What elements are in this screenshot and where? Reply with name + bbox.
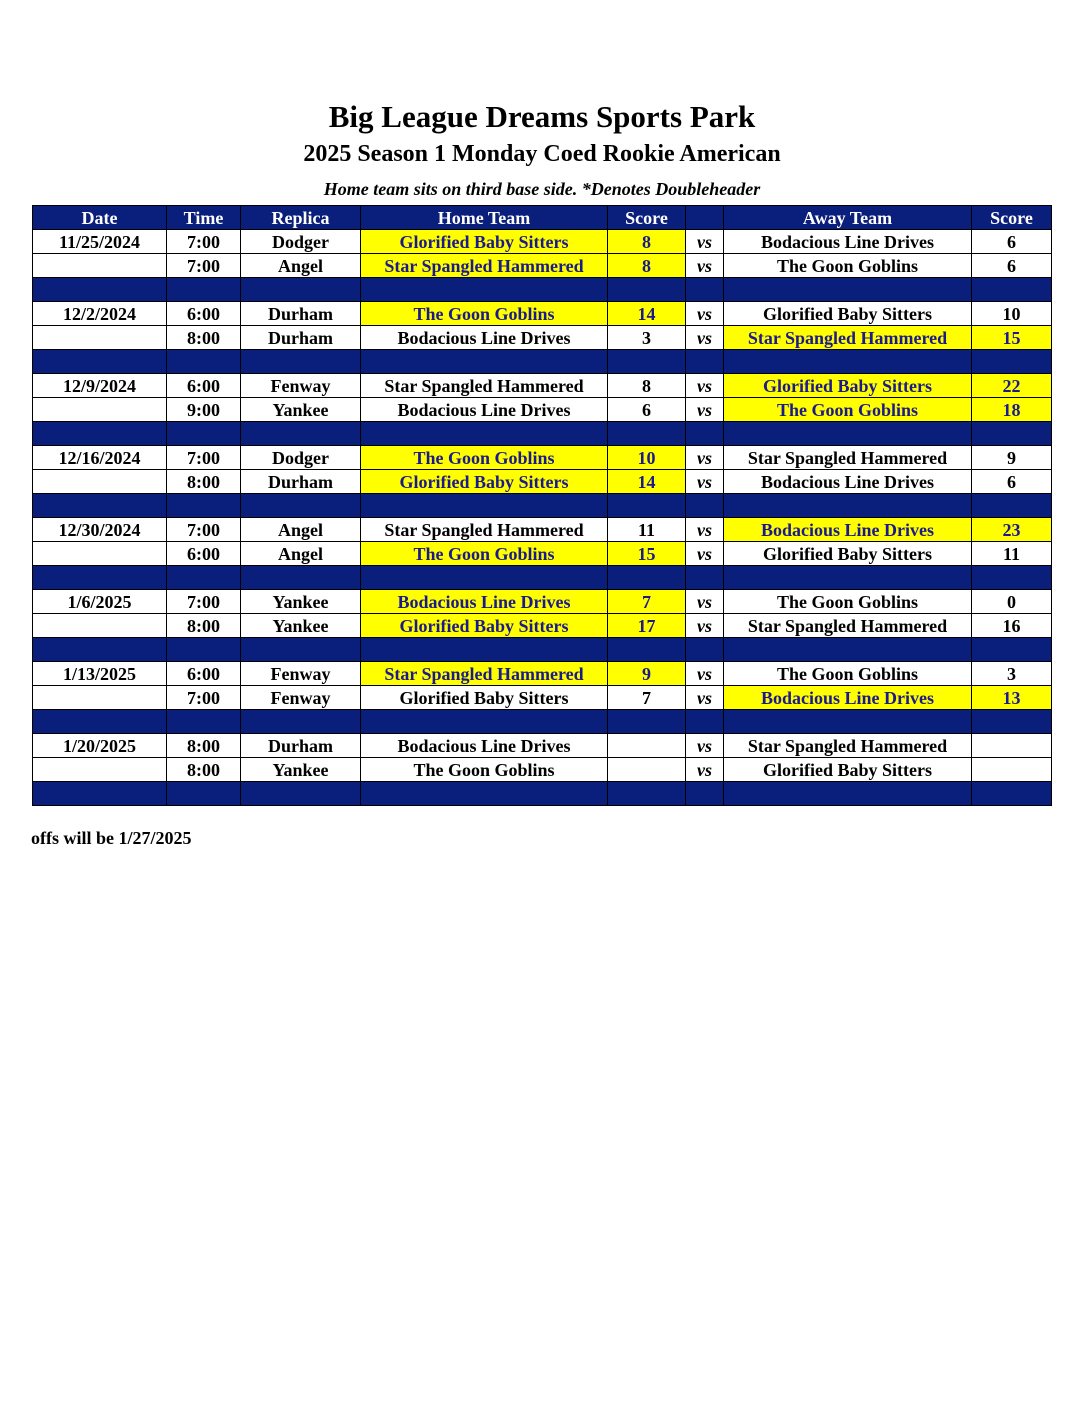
replica-cell: Fenway (241, 686, 361, 710)
date-cell (33, 686, 167, 710)
away-team-cell: Star Spangled Hammered (724, 734, 972, 758)
away-team-cell: Star Spangled Hammered (724, 614, 972, 638)
separator-cell (972, 566, 1052, 590)
home-team-cell: Glorified Baby Sitters (361, 470, 608, 494)
replica-cell: Yankee (241, 398, 361, 422)
home-team-cell: Bodacious Line Drives (361, 590, 608, 614)
replica-cell: Durham (241, 470, 361, 494)
separator-cell (33, 566, 167, 590)
home-score-cell: 10 (608, 446, 686, 470)
game-row (33, 254, 1052, 278)
separator-cell (167, 710, 241, 734)
separator-cell (686, 278, 724, 302)
separator-cell (724, 350, 972, 374)
time-cell: 7:00 (167, 518, 241, 542)
page-title: Big League Dreams Sports Park (328, 99, 756, 134)
week-separator-row (33, 494, 1052, 518)
separator-cell (33, 278, 167, 302)
replica-cell: Yankee (241, 614, 361, 638)
date-cell: 12/9/2024 (33, 374, 167, 398)
separator-cell (167, 566, 241, 590)
separator-cell (167, 422, 241, 446)
home-team-cell: The Goon Goblins (361, 446, 608, 470)
week-separator-row (33, 782, 1052, 806)
separator-cell (361, 710, 608, 734)
separator-cell (972, 494, 1052, 518)
vs-cell: vs (686, 254, 724, 278)
home-score-cell: 3 (608, 326, 686, 350)
replica-cell: Yankee (241, 758, 361, 782)
separator-cell (686, 566, 724, 590)
game-row (33, 542, 1052, 566)
game-row (33, 470, 1052, 494)
home-score-cell: 11 (608, 518, 686, 542)
vs-cell: vs (686, 614, 724, 638)
away-team-cell: Bodacious Line Drives (724, 470, 972, 494)
column-header-home-score: Score (608, 206, 686, 230)
separator-cell (686, 710, 724, 734)
column-header-date: Date (33, 206, 167, 230)
away-score-cell: 23 (972, 518, 1052, 542)
separator-cell (33, 782, 167, 806)
separator-cell (241, 566, 361, 590)
vs-cell: vs (686, 446, 724, 470)
time-cell: 7:00 (167, 686, 241, 710)
game-row (33, 518, 1052, 542)
separator-cell (686, 350, 724, 374)
time-cell: 6:00 (167, 302, 241, 326)
time-cell: 8:00 (167, 758, 241, 782)
home-team-cell: Star Spangled Hammered (361, 518, 608, 542)
date-cell (33, 614, 167, 638)
home-team-cell: Star Spangled Hammered (361, 662, 608, 686)
replica-cell: Fenway (241, 374, 361, 398)
separator-cell (33, 422, 167, 446)
time-cell: 8:00 (167, 734, 241, 758)
vs-cell: vs (686, 518, 724, 542)
replica-cell: Yankee (241, 590, 361, 614)
replica-cell: Dodger (241, 230, 361, 254)
separator-cell (686, 494, 724, 518)
date-cell (33, 254, 167, 278)
game-row (33, 398, 1052, 422)
game-row (33, 662, 1052, 686)
home-team-cell: Glorified Baby Sitters (361, 230, 608, 254)
time-cell: 9:00 (167, 398, 241, 422)
home-score-cell: 15 (608, 542, 686, 566)
home-score-cell: 8 (608, 230, 686, 254)
separator-cell (241, 494, 361, 518)
date-cell (33, 470, 167, 494)
game-row (33, 230, 1052, 254)
schedule-note: Home team sits on third base side. *Denotes Doubleheader (323, 179, 761, 199)
separator-cell (608, 494, 686, 518)
vs-cell: vs (686, 470, 724, 494)
date-cell: 12/16/2024 (33, 446, 167, 470)
home-team-cell: Glorified Baby Sitters (361, 686, 608, 710)
away-team-cell: The Goon Goblins (724, 398, 972, 422)
separator-cell (608, 710, 686, 734)
away-team-cell: Star Spangled Hammered (724, 326, 972, 350)
time-cell: 6:00 (167, 662, 241, 686)
replica-cell: Angel (241, 542, 361, 566)
week-separator-row (33, 278, 1052, 302)
separator-cell (724, 278, 972, 302)
time-cell: 7:00 (167, 230, 241, 254)
away-team-cell: The Goon Goblins (724, 662, 972, 686)
replica-cell: Fenway (241, 662, 361, 686)
separator-cell (241, 422, 361, 446)
home-team-cell: The Goon Goblins (361, 758, 608, 782)
away-team-cell: The Goon Goblins (724, 254, 972, 278)
away-score-cell (972, 734, 1052, 758)
separator-cell (686, 638, 724, 662)
separator-cell (724, 782, 972, 806)
separator-cell (167, 278, 241, 302)
game-row (33, 374, 1052, 398)
table-header-row (33, 206, 1052, 230)
vs-cell: vs (686, 542, 724, 566)
home-team-cell: Star Spangled Hammered (361, 374, 608, 398)
game-row (33, 758, 1052, 782)
away-team-cell: Glorified Baby Sitters (724, 542, 972, 566)
separator-cell (33, 350, 167, 374)
separator-cell (33, 710, 167, 734)
separator-cell (361, 278, 608, 302)
column-header-time: Time (167, 206, 241, 230)
time-cell: 8:00 (167, 614, 241, 638)
replica-cell: Durham (241, 734, 361, 758)
home-team-cell: Bodacious Line Drives (361, 734, 608, 758)
column-header-away-score: Score (972, 206, 1052, 230)
away-score-cell: 6 (972, 254, 1052, 278)
date-cell (33, 758, 167, 782)
week-separator-row (33, 710, 1052, 734)
separator-cell (972, 710, 1052, 734)
away-team-cell: The Goon Goblins (724, 590, 972, 614)
vs-cell: vs (686, 758, 724, 782)
game-row (33, 590, 1052, 614)
away-score-cell: 3 (972, 662, 1052, 686)
separator-cell (724, 494, 972, 518)
week-separator-row (33, 422, 1052, 446)
separator-cell (33, 638, 167, 662)
away-score-cell: 11 (972, 542, 1052, 566)
column-header-replica: Replica (241, 206, 361, 230)
week-separator-row (33, 566, 1052, 590)
away-score-cell (972, 758, 1052, 782)
away-score-cell: 15 (972, 326, 1052, 350)
separator-cell (724, 638, 972, 662)
date-cell: 1/13/2025 (33, 662, 167, 686)
date-cell: 1/6/2025 (33, 590, 167, 614)
vs-cell: vs (686, 662, 724, 686)
separator-cell (167, 782, 241, 806)
away-score-cell: 0 (972, 590, 1052, 614)
separator-cell (608, 566, 686, 590)
time-cell: 7:00 (167, 254, 241, 278)
column-header-home-team: Home Team (361, 206, 608, 230)
separator-cell (241, 710, 361, 734)
separator-cell (361, 566, 608, 590)
away-team-cell: Star Spangled Hammered (724, 446, 972, 470)
separator-cell (724, 566, 972, 590)
away-team-cell: Bodacious Line Drives (724, 230, 972, 254)
separator-cell (361, 638, 608, 662)
game-row (33, 686, 1052, 710)
vs-cell: vs (686, 590, 724, 614)
away-team-cell: Bodacious Line Drives (724, 686, 972, 710)
separator-cell (241, 350, 361, 374)
away-team-cell: Glorified Baby Sitters (724, 374, 972, 398)
away-score-cell: 9 (972, 446, 1052, 470)
separator-cell (724, 710, 972, 734)
away-score-cell: 10 (972, 302, 1052, 326)
away-score-cell: 22 (972, 374, 1052, 398)
replica-cell: Dodger (241, 446, 361, 470)
separator-cell (972, 350, 1052, 374)
week-separator-row (33, 638, 1052, 662)
separator-cell (608, 422, 686, 446)
away-team-cell: Glorified Baby Sitters (724, 758, 972, 782)
home-team-cell: Star Spangled Hammered (361, 254, 608, 278)
replica-cell: Durham (241, 302, 361, 326)
separator-cell (361, 782, 608, 806)
game-row (33, 614, 1052, 638)
separator-cell (608, 350, 686, 374)
week-separator-row (33, 350, 1052, 374)
vs-cell: vs (686, 374, 724, 398)
home-score-cell: 17 (608, 614, 686, 638)
time-cell: 7:00 (167, 446, 241, 470)
game-row (33, 734, 1052, 758)
separator-cell (361, 422, 608, 446)
date-cell (33, 542, 167, 566)
separator-cell (608, 638, 686, 662)
separator-cell (972, 422, 1052, 446)
home-score-cell: 8 (608, 254, 686, 278)
separator-cell (608, 278, 686, 302)
home-team-cell: Bodacious Line Drives (361, 398, 608, 422)
home-score-cell: 7 (608, 590, 686, 614)
separator-cell (167, 638, 241, 662)
replica-cell: Angel (241, 518, 361, 542)
game-row (33, 446, 1052, 470)
separator-cell (33, 494, 167, 518)
away-score-cell: 18 (972, 398, 1052, 422)
game-row (33, 302, 1052, 326)
separator-cell (361, 350, 608, 374)
away-score-cell: 13 (972, 686, 1052, 710)
vs-cell: vs (686, 302, 724, 326)
home-team-cell: The Goon Goblins (361, 302, 608, 326)
separator-cell (724, 422, 972, 446)
column-header-vs (686, 206, 724, 230)
separator-cell (608, 782, 686, 806)
vs-cell: vs (686, 734, 724, 758)
date-cell (33, 326, 167, 350)
column-header-away-team: Away Team (724, 206, 972, 230)
home-team-cell: The Goon Goblins (361, 542, 608, 566)
game-row (33, 326, 1052, 350)
date-cell: 12/30/2024 (33, 518, 167, 542)
schedule-body (33, 230, 1052, 806)
home-team-cell: Glorified Baby Sitters (361, 614, 608, 638)
date-cell (33, 398, 167, 422)
separator-cell (167, 494, 241, 518)
home-score-cell: 14 (608, 470, 686, 494)
separator-cell (241, 638, 361, 662)
home-score-cell: 7 (608, 686, 686, 710)
home-score-cell (608, 758, 686, 782)
time-cell: 8:00 (167, 470, 241, 494)
away-team-cell: Glorified Baby Sitters (724, 302, 972, 326)
playoffs-note: offs will be 1/27/2025 (31, 828, 192, 848)
time-cell: 6:00 (167, 374, 241, 398)
replica-cell: Durham (241, 326, 361, 350)
away-score-cell: 16 (972, 614, 1052, 638)
time-cell: 7:00 (167, 590, 241, 614)
replica-cell: Angel (241, 254, 361, 278)
separator-cell (972, 278, 1052, 302)
vs-cell: vs (686, 230, 724, 254)
vs-cell: vs (686, 686, 724, 710)
separator-cell (686, 782, 724, 806)
home-score-cell: 14 (608, 302, 686, 326)
separator-cell (972, 638, 1052, 662)
vs-cell: vs (686, 398, 724, 422)
separator-cell (241, 278, 361, 302)
separator-cell (241, 782, 361, 806)
separator-cell (972, 782, 1052, 806)
date-cell: 1/20/2025 (33, 734, 167, 758)
home-score-cell (608, 734, 686, 758)
time-cell: 8:00 (167, 326, 241, 350)
schedule-table (32, 205, 1052, 806)
date-cell: 11/25/2024 (33, 230, 167, 254)
home-score-cell: 8 (608, 374, 686, 398)
home-team-cell: Bodacious Line Drives (361, 326, 608, 350)
separator-cell (167, 350, 241, 374)
time-cell: 6:00 (167, 542, 241, 566)
separator-cell (361, 494, 608, 518)
away-score-cell: 6 (972, 470, 1052, 494)
date-cell: 12/2/2024 (33, 302, 167, 326)
away-team-cell: Bodacious Line Drives (724, 518, 972, 542)
away-score-cell: 6 (972, 230, 1052, 254)
separator-cell (686, 422, 724, 446)
league-subtitle: 2025 Season 1 Monday Coed Rookie American (303, 141, 781, 167)
home-score-cell: 9 (608, 662, 686, 686)
vs-cell: vs (686, 326, 724, 350)
home-score-cell: 6 (608, 398, 686, 422)
